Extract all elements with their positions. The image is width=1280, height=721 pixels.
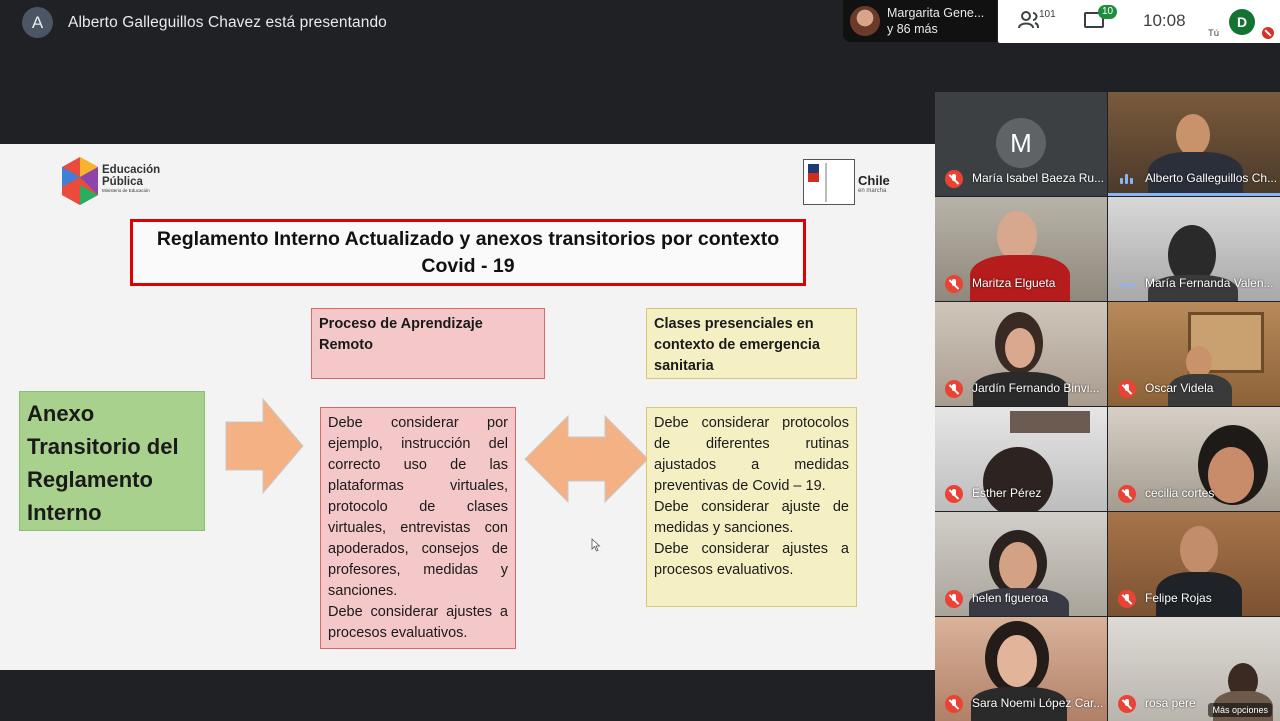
speaking-indicator-icon [1120, 174, 1134, 184]
participant-name: Esther Pérez [972, 486, 1042, 500]
presenter-indicator [22, 7, 387, 38]
presencial-body [646, 407, 857, 607]
logo-right-sub: en marcha [858, 188, 887, 194]
top-bar [0, 0, 1280, 44]
chat-badge: 10 [1098, 5, 1117, 19]
mic-muted-icon [945, 170, 963, 188]
participant-avatar: M [996, 118, 1046, 168]
participant-name: cecilia cortes [1145, 486, 1215, 500]
self-label: Tú [1208, 28, 1220, 39]
participant-name: Felipe Rojas [1145, 591, 1212, 605]
participant-tile[interactable] [935, 407, 1107, 511]
participant-name: Oscar Videla [1145, 381, 1214, 395]
anexo-line1: Anexo [27, 401, 95, 426]
meeting-toolbar [998, 0, 1280, 43]
participant-tile[interactable] [1108, 302, 1280, 406]
mic-muted-icon [945, 485, 963, 503]
clock: 10:08 [1143, 11, 1186, 30]
participant-tile[interactable] [1108, 197, 1280, 301]
mic-muted-icon [945, 590, 963, 608]
participant-name: helen figueroa [972, 591, 1049, 605]
participant-name: Maritza Elgueta [972, 276, 1056, 290]
logo-left-line2: Pública [102, 176, 143, 188]
participant-tile[interactable] [935, 92, 1107, 196]
educacion-publica-logo-icon [62, 157, 98, 205]
anexo-line2: Transitorio del [27, 434, 179, 459]
audio-active-icon [1119, 283, 1135, 287]
presencial-body-p3: Debe considerar ajustes a procesos evaluativos. [654, 541, 849, 578]
self-mic-muted-icon [1262, 27, 1274, 39]
participant-tile[interactable] [935, 617, 1107, 721]
mic-muted-icon [1118, 695, 1136, 713]
presenter-text: Alberto Galleguillos Chavez está presentando [68, 13, 387, 31]
ministerio-seal [803, 159, 855, 205]
participant-tile[interactable] [1108, 407, 1280, 511]
participant-tile[interactable] [1108, 617, 1280, 721]
people-button[interactable] [1018, 9, 1056, 32]
people-count: 101 [1039, 9, 1056, 20]
anexo-line4: Interno [27, 500, 102, 525]
anexo-box [19, 391, 205, 531]
mic-muted-icon [945, 695, 963, 713]
participant-name: María Fernanda Valen... [1145, 276, 1274, 290]
slide-title-line2: Covid - 19 [421, 255, 515, 277]
participant-tile[interactable] [935, 302, 1107, 406]
participant-name: rosa pere [1145, 696, 1196, 710]
participant-tile[interactable] [1108, 512, 1280, 616]
double-arrow-shape [524, 415, 649, 503]
presenter-avatar: A [22, 7, 53, 38]
remote-body-p2: Debe considerar ajustes a procesos evaluativos. [328, 604, 508, 641]
self-avatar[interactable]: D [1229, 9, 1255, 35]
slide-title [130, 219, 806, 286]
presencial-body-p2: Debe considerar ajuste de medidas y sanciones. [654, 499, 849, 536]
pinned-avatar [850, 6, 880, 36]
more-options-button[interactable]: Más opciones [1208, 703, 1272, 717]
participant-tile[interactable] [935, 512, 1107, 616]
remote-body-p1: Debe considerar por ejemplo, instrucción del correcto uso de las plataformas virtuales, protocolo de clases virtuales, entrevistas con apoderados, consejos de profesores, medidas y sanciones. [328, 415, 508, 599]
mic-muted-icon [945, 275, 963, 293]
participant-name: Sara Noemi López Car... [972, 696, 1104, 710]
mic-muted-icon [945, 380, 963, 398]
anexo-line3: Reglamento [27, 467, 153, 492]
mic-muted-icon [1118, 485, 1136, 503]
active-speaker-border [1108, 193, 1280, 196]
slide-title-line1: Reglamento Interno Actualizado y anexos transitorios por contexto [156, 228, 780, 250]
logo-left-sub: Ministerio de Educación [102, 188, 150, 193]
presencial-header: Clases presenciales en contexto de emergencia sanitaria [646, 308, 857, 379]
presencial-body-p1: Debe considerar protocolos de diferentes rutinas ajustados a medidas preventivas de Covid – 19. [654, 415, 849, 494]
right-arrow-shape [225, 398, 305, 494]
participant-name: Alberto Galleguillos Ch... [1145, 171, 1278, 185]
participant-tile[interactable] [935, 197, 1107, 301]
remote-learning-body [320, 407, 516, 649]
participant-tile[interactable] [1108, 92, 1280, 196]
participant-grid [935, 92, 1280, 720]
mic-muted-icon [1118, 590, 1136, 608]
ministerio-seal-icon [804, 160, 854, 204]
remote-learning-header: Proceso de Aprendizaje Remoto [311, 308, 545, 379]
pinned-more: y 86 más [887, 22, 938, 36]
chat-button[interactable] [1084, 6, 1114, 28]
mouse-cursor-icon [591, 538, 601, 552]
mic-muted-icon [1118, 380, 1136, 398]
pinned-participant-preview[interactable] [843, 0, 997, 42]
pinned-name: Margarita Gene... [887, 6, 985, 20]
participant-name: María Isabel Baeza Ru... [972, 171, 1105, 185]
participant-name: Jardín Fernando Binvi... [972, 381, 1100, 395]
logo-right-main: Chile [858, 173, 890, 188]
logo-left-line1: Educación [102, 164, 161, 176]
people-icon [1018, 10, 1040, 30]
